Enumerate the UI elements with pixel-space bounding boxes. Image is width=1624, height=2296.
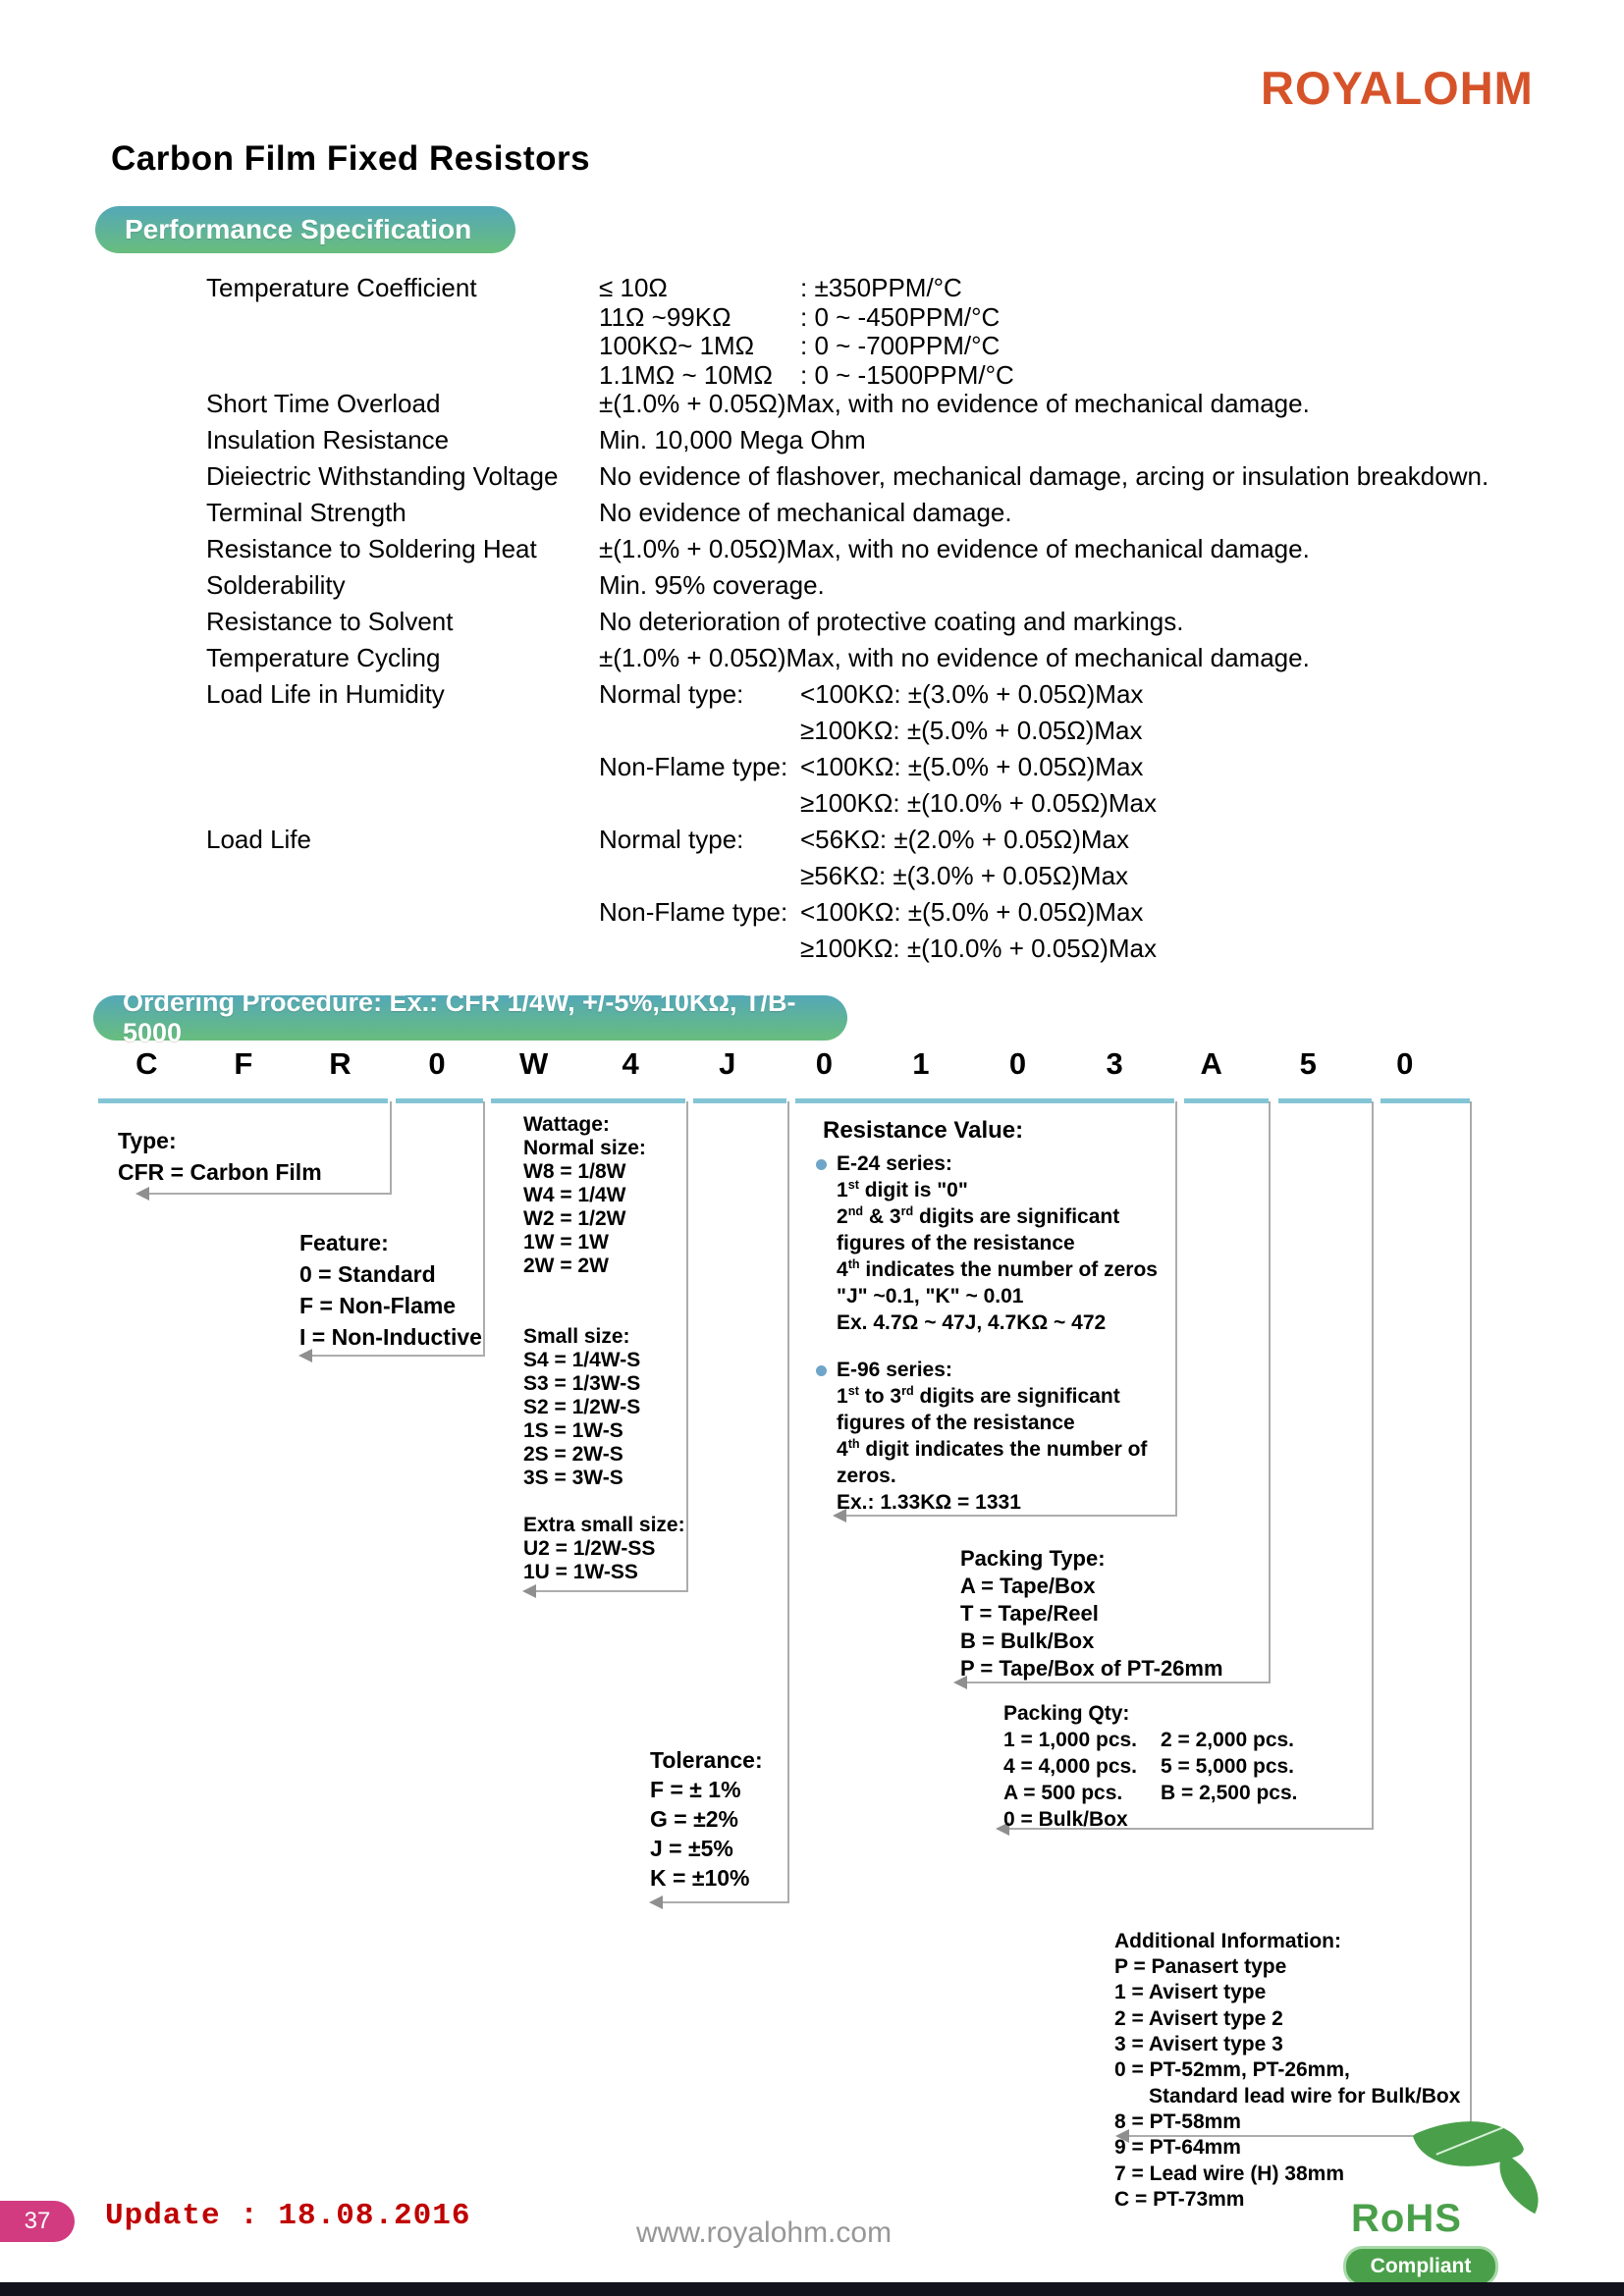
spec-value: ≥56KΩ: ±(3.0% + 0.05Ω)Max [800, 861, 1129, 890]
spec-value: <100KΩ: ±(5.0% + 0.05Ω)Max [800, 752, 1144, 781]
wattage-box-line: W8 = 1/8W [523, 1160, 626, 1183]
type-box-line: CFR = Carbon Film [118, 1159, 322, 1185]
wattage-box-line: 2W = 2W [523, 1255, 609, 1277]
spec-label: Load Life [206, 825, 311, 854]
packing-type-line: P = Tape/Box of PT-26mm [960, 1656, 1223, 1681]
spec-row [206, 752, 1600, 788]
packing-qty-box [1003, 1700, 1298, 1833]
spec-value: <56KΩ: ±(2.0% + 0.05Ω)Max [800, 825, 1129, 854]
additional-info-line: 2 = Avisert type 2 [1114, 2006, 1283, 2030]
spec-label: Solderability [206, 570, 346, 600]
feature-box-line: F = Non-Flame [299, 1293, 457, 1318]
code-underline-packing-qty [1278, 1098, 1372, 1103]
ordering-code-char: 0 [815, 1046, 833, 1081]
feature-box-line: 0 = Standard [299, 1261, 436, 1287]
spec-value: : 0 ~ -700PPM/°C [800, 331, 1001, 360]
spec-row [206, 360, 1600, 390]
wattage-box [523, 1113, 685, 1584]
code-underline-resistance [795, 1098, 1174, 1103]
resistance-e24-line: "J" ~0.1, "K" ~ 0.01 [837, 1285, 1024, 1308]
rohs-compliant-text: Compliant [1370, 2255, 1472, 2277]
spec-condition: Min. 95% coverage. [599, 570, 825, 600]
packing-qty-cell: 2 = 2,000 pcs. [1161, 1729, 1295, 1751]
additional-info-line: 0 = PT-52mm, PT-26mm, [1114, 2058, 1350, 2082]
resistance-e24-line: E-24 series: [837, 1152, 952, 1175]
packing-qty-row [1003, 1806, 1298, 1833]
ordering-code-char: W [518, 1046, 549, 1081]
wattage-box-line: Normal size: [523, 1137, 646, 1159]
leader-line [390, 1101, 392, 1193]
spec-row [206, 534, 1600, 570]
spec-condition: ±(1.0% + 0.05Ω)Max, with no evidence of mechanical damage. [599, 389, 1310, 418]
feature-box-line: Feature: [299, 1230, 389, 1255]
performance-specification-banner [95, 206, 515, 253]
packing-qty-rows [1003, 1727, 1298, 1833]
packing-qty-row [1003, 1753, 1298, 1780]
spec-label: Load Life in Humidity [206, 679, 445, 709]
tolerance-box [650, 1745, 763, 1893]
wattage-box-line: Wattage: [523, 1113, 610, 1136]
code-underline-feature [396, 1098, 483, 1103]
code-underline-type [98, 1098, 388, 1103]
spec-label: Short Time Overload [206, 389, 441, 418]
bottom-bar [0, 2282, 1624, 2296]
packing-qty-title: Packing Qty: [1003, 1702, 1130, 1725]
resistance-e96-line: zeros. [837, 1465, 896, 1487]
arrow-left-icon [135, 1187, 149, 1201]
wattage-box-line: S4 = 1/4W-S [523, 1349, 641, 1371]
packing-qty-cell: 5 = 5,000 pcs. [1161, 1755, 1295, 1778]
spec-condition: No evidence of mechanical damage. [599, 498, 1012, 527]
wattage-box-line: Small size: [523, 1325, 630, 1348]
packing-type-box [960, 1545, 1223, 1682]
spec-row [206, 825, 1600, 861]
wattage-box-line: 1S = 1W-S [523, 1419, 623, 1442]
packing-qty-cell: A = 500 pcs. [1003, 1782, 1123, 1804]
spec-value: ≥100KΩ: ±(10.0% + 0.05Ω)Max [800, 934, 1157, 963]
rohs-compliant-pill [1343, 2246, 1498, 2287]
spec-label: Resistance to Solvent [206, 607, 454, 636]
leader-line [1269, 1101, 1271, 1682]
wattage-box-line [523, 1490, 685, 1514]
packing-qty-cell: B = 2,500 pcs. [1161, 1782, 1298, 1804]
wattage-box-line: S2 = 1/2W-S [523, 1396, 641, 1418]
spec-row [206, 897, 1600, 934]
additional-info-line: Standard lead wire for Bulk/Box [1114, 2084, 1461, 2108]
spec-value: <100KΩ: ±(3.0% + 0.05Ω)Max [800, 679, 1144, 709]
spec-label: Temperature Coefficient [206, 273, 477, 302]
resistance-e24-line: 4th indicates the number of zeros [837, 1257, 1158, 1281]
ordering-code-char: A [1200, 1046, 1222, 1081]
ordering-code-char: J [719, 1046, 736, 1081]
wattage-box-line: 1W = 1W [523, 1231, 609, 1254]
leader-line [1470, 1101, 1472, 2135]
website-url: www.royalohm.com [636, 2216, 893, 2249]
spec-row [206, 788, 1600, 825]
resistance-value-title: Resistance Value: [823, 1117, 1024, 1144]
spec-condition: 1.1MΩ ~ 10MΩ [599, 359, 773, 390]
leader-line [787, 1101, 789, 1901]
leader-line [686, 1101, 688, 1590]
packing-qty-row [1003, 1780, 1298, 1806]
code-underline-additional [1380, 1098, 1470, 1103]
ordering-code-char: 1 [912, 1046, 930, 1081]
ordering-code-char: 5 [1299, 1046, 1317, 1081]
performance-specification-heading: Performance Specification [125, 214, 472, 244]
tolerance-box-line: Tolerance: [650, 1747, 763, 1773]
resistance-e24-group [837, 1150, 1158, 1336]
spec-condition: ±(1.0% + 0.05Ω)Max, with no evidence of mechanical damage. [599, 534, 1310, 563]
ordering-code-char: 0 [428, 1046, 446, 1081]
ordering-code-char: F [234, 1046, 253, 1081]
update-date: Update : 18.08.2016 [105, 2199, 471, 2233]
additional-info-line: P = Panasert type [1114, 1955, 1287, 1979]
spec-row [206, 861, 1600, 897]
bullet-icon [816, 1159, 827, 1170]
performance-spec-table [206, 273, 1600, 970]
wattage-box-line [523, 1278, 685, 1302]
spec-condition: Normal type: [599, 825, 744, 854]
spec-condition: Non-Flame type: [599, 752, 788, 781]
ordering-procedure-banner [93, 988, 847, 1047]
ordering-code-char: R [329, 1046, 352, 1081]
ordering-procedure-heading: Ordering Procedure: Ex.: CFR 1/4W, +/-5%,10KΩ, T/B-5000 [123, 988, 796, 1047]
spec-row [206, 273, 1600, 302]
wattage-box-line: W4 = 1/4W [523, 1184, 626, 1206]
wattage-box-line: Extra small size: [523, 1514, 685, 1536]
spec-row [206, 643, 1600, 679]
ordering-code-char: 4 [622, 1046, 639, 1081]
ordering-code-char: 0 [1008, 1046, 1027, 1081]
ordering-code-char: 3 [1106, 1046, 1123, 1081]
wattage-box-line: 2S = 2W-S [523, 1443, 623, 1466]
packing-qty-cell: 4 = 4,000 pcs. [1003, 1755, 1138, 1778]
additional-info-line: 9 = PT-64mm [1114, 2136, 1241, 2160]
packing-qty-row [1003, 1727, 1298, 1753]
resistance-e96-line: figures of the resistance [837, 1412, 1075, 1434]
ordering-code-char: C [135, 1046, 158, 1081]
code-underline-tolerance [693, 1098, 786, 1103]
spec-row [206, 716, 1600, 752]
wattage-box-line: 3S = 3W-S [523, 1467, 623, 1489]
royalohm-logo: ROYALOHM [1261, 62, 1534, 114]
resistance-e96-line: Ex.: 1.33KΩ = 1331 [837, 1491, 1021, 1514]
spec-label: Dieiectric Withstanding Voltage [206, 461, 559, 491]
resistance-e96-line: 1st to 3rd digits are significant [837, 1384, 1120, 1408]
spec-label: Insulation Resistance [206, 425, 450, 454]
leader-line [1175, 1101, 1177, 1515]
bullet-icon [816, 1365, 827, 1376]
feature-box-line: I = Non-Inductive [299, 1324, 482, 1350]
spec-condition: Non-Flame type: [599, 897, 788, 927]
code-underline-packing-type [1184, 1098, 1269, 1103]
wattage-box-line: U2 = 1/2W-SS [523, 1537, 656, 1560]
spec-row [206, 570, 1600, 607]
spec-row [206, 679, 1600, 716]
page-number-badge [0, 2201, 75, 2242]
spec-condition: ±(1.0% + 0.05Ω)Max, with no evidence of mechanical damage. [599, 643, 1310, 672]
resistance-e24-line: figures of the resistance [837, 1232, 1075, 1255]
spec-value: : 0 ~ -450PPM/°C [800, 301, 1001, 332]
packing-type-line: B = Bulk/Box [960, 1629, 1095, 1653]
additional-info-line: 3 = Avisert type 3 [1114, 2033, 1283, 2056]
leader-line [483, 1101, 485, 1355]
spec-condition: 11Ω ~99KΩ [599, 301, 731, 332]
type-box [118, 1125, 322, 1188]
packing-qty-cell: 0 = Bulk/Box [1003, 1808, 1128, 1831]
packing-type-line: T = Tape/Reel [960, 1601, 1099, 1626]
resistance-e96-group [837, 1357, 1147, 1516]
spec-row [206, 389, 1600, 425]
spec-value: ≥100KΩ: ±(5.0% + 0.05Ω)Max [800, 716, 1143, 745]
additional-info-line: 1 = Avisert type [1114, 1981, 1267, 2004]
resistance-e24-line: Ex. 4.7Ω ~ 47J, 4.7KΩ ~ 472 [837, 1311, 1107, 1334]
tolerance-box-line: F = ± 1% [650, 1777, 741, 1802]
rohs-text: RoHS [1351, 2197, 1462, 2240]
arrow-left-icon [649, 1896, 663, 1909]
spec-row [206, 934, 1600, 970]
spec-value: <100KΩ: ±(5.0% + 0.05Ω)Max [800, 897, 1144, 927]
spec-value: : ±350PPM/°C [800, 273, 962, 302]
tolerance-box-line: G = ±2% [650, 1806, 738, 1832]
spec-condition: Min. 10,000 Mega Ohm [599, 425, 866, 454]
spec-row [206, 425, 1600, 461]
leader-line [312, 1355, 485, 1357]
packing-qty-cell: 1 = 1,000 pcs. [1003, 1729, 1138, 1751]
wattage-box-line: 1U = 1W-SS [523, 1561, 638, 1583]
page-number: 37 [24, 2208, 51, 2234]
resistance-e96-line: 4th digit indicates the number of [837, 1437, 1148, 1461]
spec-condition: 100KΩ~ 1MΩ [599, 331, 755, 360]
spec-row [206, 331, 1600, 360]
type-box-line: Type: [118, 1128, 177, 1153]
additional-info-line: 8 = PT-58mm [1114, 2109, 1241, 2133]
spec-row [206, 302, 1600, 332]
spec-label: Terminal Strength [206, 498, 406, 527]
spec-value: ≥100KΩ: ±(10.0% + 0.05Ω)Max [800, 788, 1157, 818]
spec-value: : 0 ~ -1500PPM/°C [800, 359, 1014, 390]
additional-info-line: 7 = Lead wire (H) 38mm [1114, 2162, 1345, 2185]
additional-info-line: C = PT-73mm [1114, 2187, 1245, 2211]
resistance-e24-line: 1st digit is "0" [837, 1178, 968, 1201]
page-title: Carbon Film Fixed Resistors [111, 139, 591, 178]
additional-info-line: Additional Information: [1114, 1929, 1341, 1952]
spec-row [206, 607, 1600, 643]
resistance-e24-line: 2nd & 3rd digits are significant [837, 1204, 1120, 1228]
leader-line [536, 1590, 688, 1592]
packing-type-line: Packing Type: [960, 1546, 1106, 1571]
spec-row [206, 498, 1600, 534]
packing-type-line: A = Tape/Box [960, 1574, 1096, 1598]
wattage-box-line: W2 = 1/2W [523, 1207, 626, 1230]
spec-condition: ≤ 10Ω [599, 273, 668, 302]
spec-condition: Normal type: [599, 679, 744, 709]
tolerance-box-line: K = ±10% [650, 1865, 750, 1891]
spec-row [206, 461, 1600, 498]
resistance-e96-line: E-96 series: [837, 1359, 952, 1381]
spec-condition: No deterioration of protective coating and markings. [599, 607, 1184, 636]
wattage-box-line: S3 = 1/3W-S [523, 1372, 641, 1395]
arrow-left-icon [522, 1584, 536, 1598]
ordering-code-char: 0 [1396, 1046, 1414, 1081]
feature-box [299, 1227, 482, 1353]
leader-line [663, 1901, 789, 1903]
wattage-box-line [523, 1302, 685, 1325]
spec-label: Temperature Cycling [206, 643, 441, 672]
spec-condition: No evidence of flashover, mechanical damage, arcing or insulation breakdown. [599, 461, 1489, 491]
spec-label: Resistance to Soldering Heat [206, 534, 537, 563]
rohs-compliant-logo [1343, 2112, 1559, 2289]
code-underline-wattage [491, 1098, 685, 1103]
leader-line [149, 1193, 392, 1195]
leader-line [1372, 1101, 1374, 1828]
tolerance-box-line: J = ±5% [650, 1836, 733, 1861]
ordering-code-row [98, 1046, 1453, 1082]
